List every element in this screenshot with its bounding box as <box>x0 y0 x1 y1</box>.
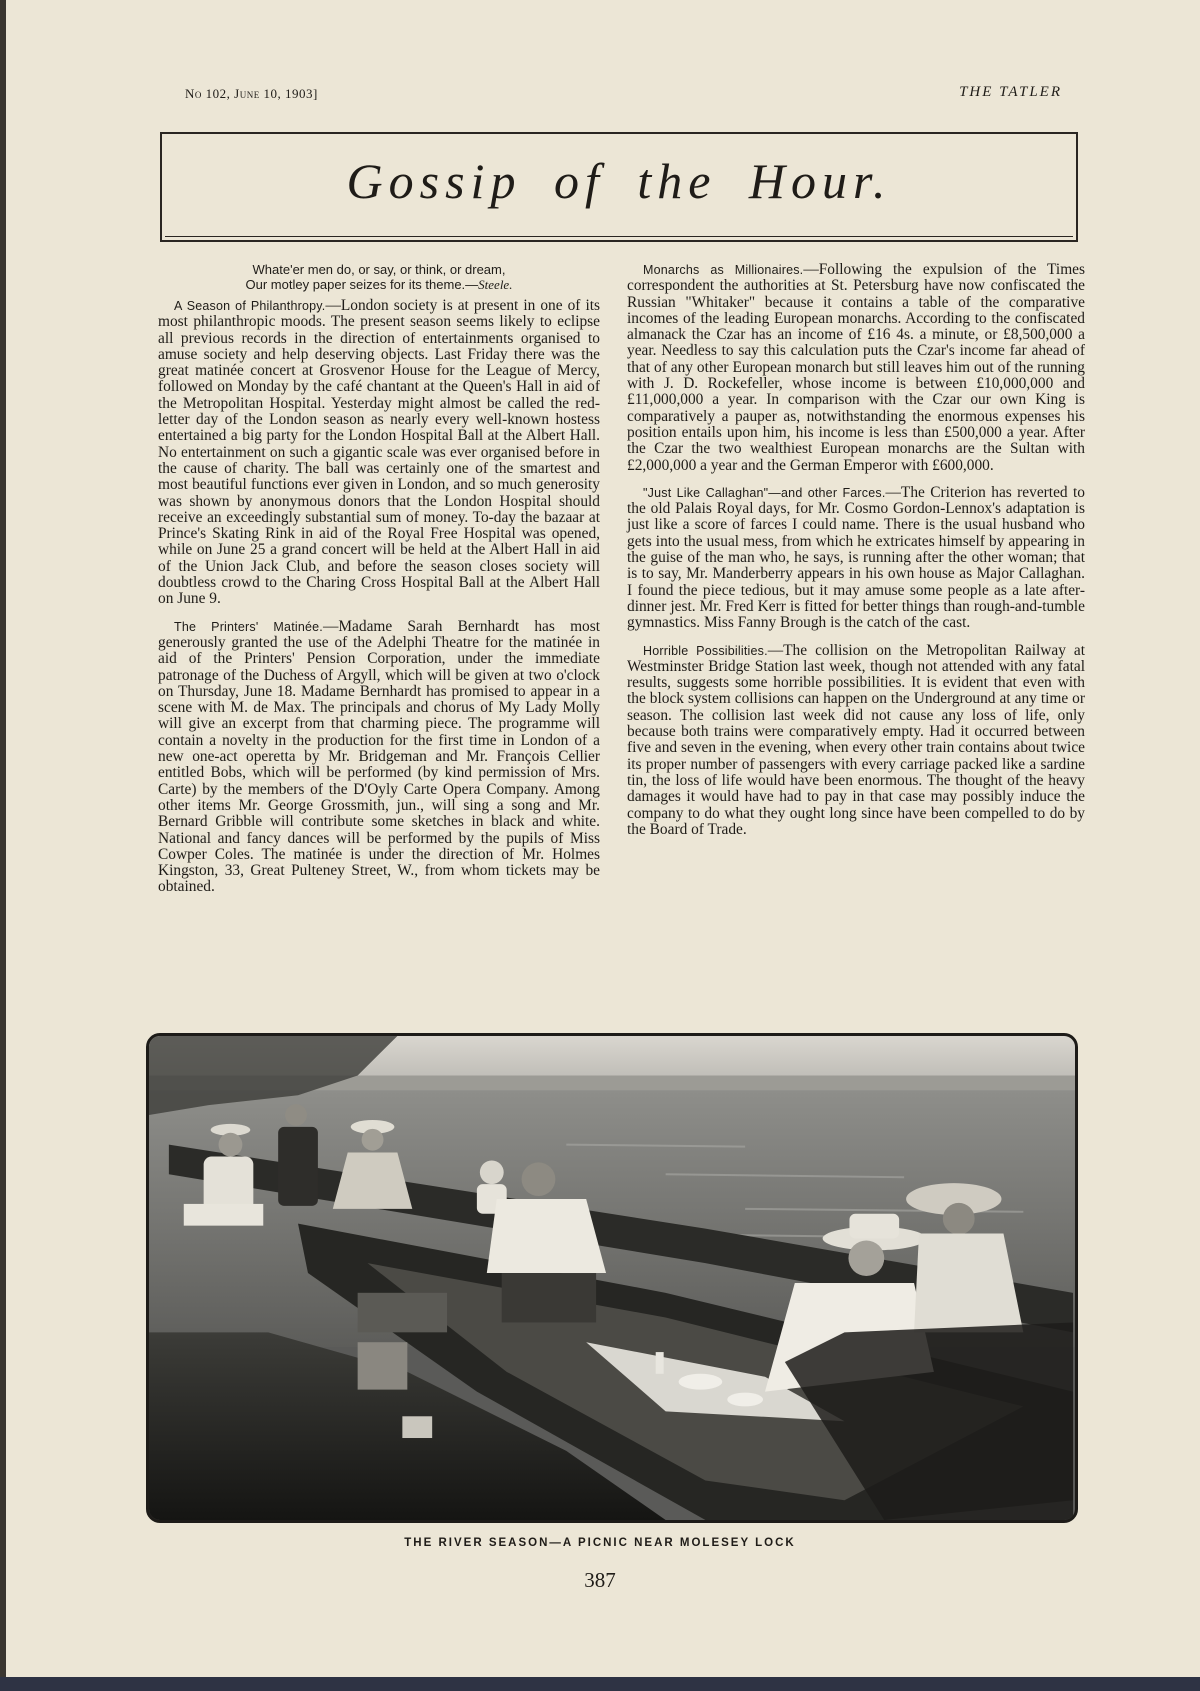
article-heading: A Season of Philanthropy. <box>174 299 326 313</box>
picnic-glass <box>656 1352 664 1374</box>
tin-kettle <box>402 1416 432 1438</box>
article-heading: The Printers' Matinée. <box>174 619 323 634</box>
picnic-basket <box>358 1342 408 1389</box>
article-heading: "Just Like Callaghan"—and other Farces. <box>643 485 886 500</box>
photo-illustration <box>149 1036 1075 1520</box>
article-printers-matinee <box>158 619 600 896</box>
page-bottom-edge <box>0 1677 1200 1691</box>
article-callaghan <box>627 485 1085 632</box>
title-frame <box>160 132 1078 242</box>
article-heading: Horrible Possibilities. <box>643 643 768 658</box>
motto-attribution: Steele. <box>478 277 513 292</box>
motto <box>158 262 600 292</box>
article-philanthropy <box>158 298 600 608</box>
article-monarchs <box>627 262 1085 474</box>
article-body: —Following the expulsion of the Times correspondent the authorities at St. Petersburg have now confiscated the Russian "Whitaker" because it contains a table of the comparative incomes of the leading European monarchs. According to the confiscated almanack the Czar has an income of £16 4s. a minute, or £8,500,000 a year. Needless to say this calculation puts the Czar's income far ahead of that of any other European monarch but still leaves him out of the running with J. D. Rockefeller, whose income is between £10,000,000 and £11,000,000 a year. In comparison with the Czar our own King is comparatively a pauper as, notwithstanding the enormous expenses his position entails upon him, his income is less than £500,000 a year. After the Czar the two wealthiest European monarchs are the Sultan with £2,000,000 a year and the German Emperor with £600,000. <box>627 261 1085 474</box>
article-heading: Monarchs as Millionaires. <box>643 263 804 277</box>
page-title: Gossip of the Hour. <box>346 153 892 209</box>
left-column <box>158 262 600 907</box>
motto-line-2 <box>158 277 600 292</box>
article-body: —London society is at present in one of its most philanthropic moods. The present season seems likely to eclipse all previous records in the direction of entertainments organised to amuse society and help deserving objects. Last Friday there was the great matinée concert at Grosvenor House for the League of Mercy, followed on Monday by the café chantant at the Queen's Hall in aid of the Metropolitan Hospital. Yesterday might almost be called the red-letter day of the London season as nearly every well-known hostess entertained a big party for the London Hospital Ball at the Albert Hall. No entertainment on such a gigantic scale was ever organised before in the cause of charity. The ball was certainly one of the smartest and most beautiful functions ever given in London, and so much generosity was shown by anonymous donors that the London Hospital should receive an exceedingly substantial sum of money. To-day the bazaar at Prince's Skating Rink in aid of the Royal Free Hospital was opened, while on June 25 a grand concert will be held at the Albert Hall in aid of the Union Jack Club, and before the season closes society will doubtless crowd to the Charing Cross Hospital Ball at the Albert Hall on June 9. <box>158 297 600 608</box>
page-number: 387 <box>584 1568 616 1592</box>
page-edge-shadow <box>0 0 6 1691</box>
article-body: —The Criterion has reverted to the old Palais Royal days, for Mr. Cosmo Gordon-Lennox's adaptation is just like a score of farces I could name. There is the usual husband who gets into the usual mess, from which he extricates himself by appearing in the guise of the man who, he says, is running after the other woman; that is to say, Mr. Manderberry appears in his own house as Major Callaghan. I found the piece tedious, but it may amuse some people as a late after-dinner jest. Mr. Fred Kerr is fitted for better things than rough-and-tumble gymnastics. Miss Fanny Brough is the catch of the cast. <box>627 483 1085 632</box>
cushion <box>358 1293 447 1333</box>
article-horrible-possibilities <box>627 643 1085 839</box>
photo-caption: THE RIVER SEASON—A PICNIC NEAR MOLESEY LOCK <box>404 1537 796 1549</box>
right-column <box>627 262 1085 849</box>
motto-line-2-text: Our motley paper seizes for its theme.— <box>245 277 479 292</box>
publication-name: THE TATLER <box>959 84 1062 100</box>
river-picnic-photo <box>146 1033 1078 1523</box>
picnic-plate <box>679 1374 723 1390</box>
issue-line: No 102, June 10, 1903] <box>185 86 318 101</box>
motto-line-1: Whate'er men do, or say, or think, or dream, <box>252 262 506 277</box>
article-body: —The collision on the Metropolitan Railway at Westminster Bridge Station last week, though not attended with any fatal results, suggests some horrible possibilities. It is evident that even with the block system collisions can happen on the Underground at any time or season. The collision last week did not cause any loss of life, only because both trains were comparatively empty. Had it occurred between five and seven in the evening, when every other train contains about twice its proper number of passengers with every carriage packed like a sardine tin, the loss of life would have been enormous. The thought of the heavy damages it would have had to pay in that case may possibly induce the company to do what they ought long since have been compelled to do by the Board of Trade. <box>627 641 1085 838</box>
picnic-plate <box>727 1393 763 1407</box>
article-body: —Madame Sarah Bernhardt has most generously granted the use of the Adelphi Theatre for the matinée in aid of the Printers' Pension Corporation, under the immediate patronage of the Duchess of Argyll, which will be given at two o'clock on Thursday, June 18. Madame Bernhardt has promised to appear in a scene with M. de Max. The principals and chorus of My Lady Molly will give an excerpt from that charming piece. The programme will contain a novelty in the production for the first time in London of a new one-act operetta by Mr. Bridgeman and Mr. François Cellier entitled Bobs, which will be performed (by kind permission of Mrs. Carte) by the members of the D'Oyly Carte Opera Company. Among other items Mr. George Grossmith, jun., will sing a song and Mr. Bernard Gribble will contribute some sketches in black and white. National and fancy dances will be performed by the pupils of Miss Cowper Coles. The matinée is under the direction of Mr. Holmes Kingston, 33, Great Pulteney Street, W., from whom tickets may be obtained. <box>158 617 600 896</box>
